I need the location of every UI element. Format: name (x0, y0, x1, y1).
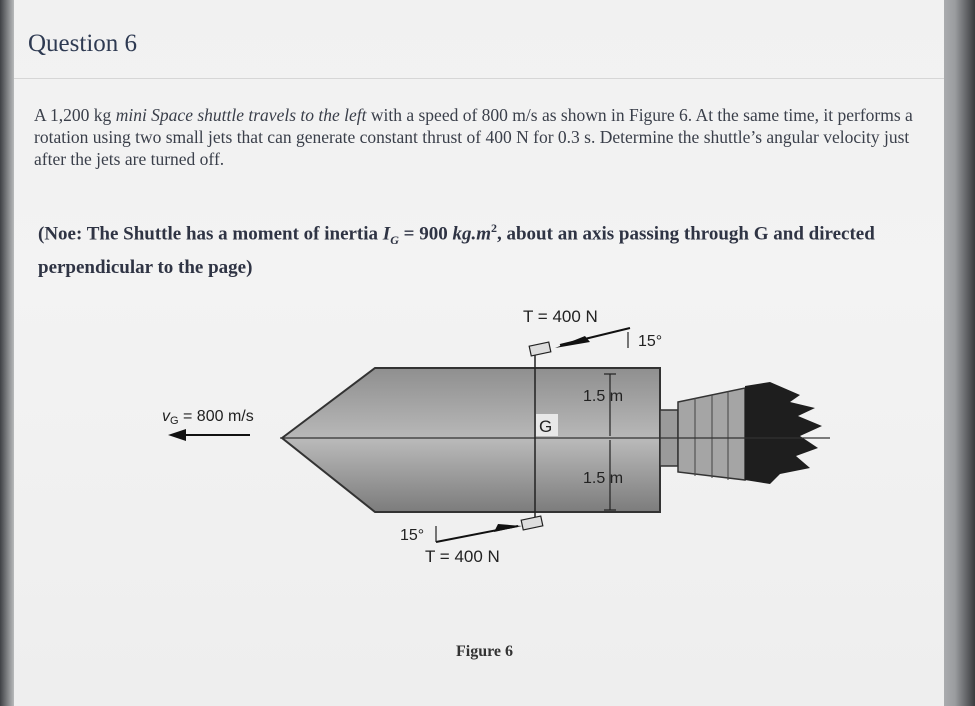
note-unit: kg.m (452, 223, 491, 245)
velocity-label (162, 408, 254, 427)
distance-bottom-label: 1.5 m (583, 470, 624, 487)
velocity-symbol: v (162, 408, 170, 425)
question-header (14, 0, 944, 79)
center-of-mass-label: G (539, 417, 553, 436)
note-power: 2 (490, 221, 497, 235)
velocity-arrow (168, 429, 250, 441)
exhaust-flame (745, 382, 822, 484)
figure-caption: Figure 6 (456, 643, 514, 660)
problem-text-1: A 1,200 kg (34, 105, 116, 125)
note-equals: = 900 (398, 223, 453, 245)
engine-nozzle (660, 388, 745, 480)
velocity-subscript: G (170, 415, 179, 427)
thrust-bottom-label: T = 400 N (425, 547, 500, 566)
note-symbol: I (382, 223, 391, 245)
note-prefix: (Noe: The Shuttle has a moment of inertia (38, 223, 383, 245)
angle-bottom-label: 15° (400, 527, 425, 544)
note-inertia (38, 214, 943, 282)
angle-top-label: 15° (638, 333, 663, 350)
problem-text-2: with a speed of 800 m/s as shown in Figure 6. At the same time, it performs a rotation using two small jets that can generate constant thrust of 400 N for 0.3 s. Determine the shuttle’s angular velocity just after the jets are turned off. (34, 105, 913, 169)
problem-text-italic: mini Space shuttle travels to the left (115, 105, 367, 125)
velocity-value: = 800 m/s (178, 408, 254, 425)
question-title: Question 6 (28, 30, 138, 57)
distance-top-label: 1.5 m (583, 388, 624, 405)
figure-6-diagram (0, 290, 975, 640)
thrust-top-label: T = 400 N (523, 307, 598, 326)
bottom-jet (436, 516, 543, 542)
note-subscript: G (390, 233, 399, 248)
note-suffix: , about an axis passing through G and directed perpendicular to the page) (38, 223, 875, 279)
top-jet (529, 328, 630, 356)
problem-statement (34, 104, 944, 170)
